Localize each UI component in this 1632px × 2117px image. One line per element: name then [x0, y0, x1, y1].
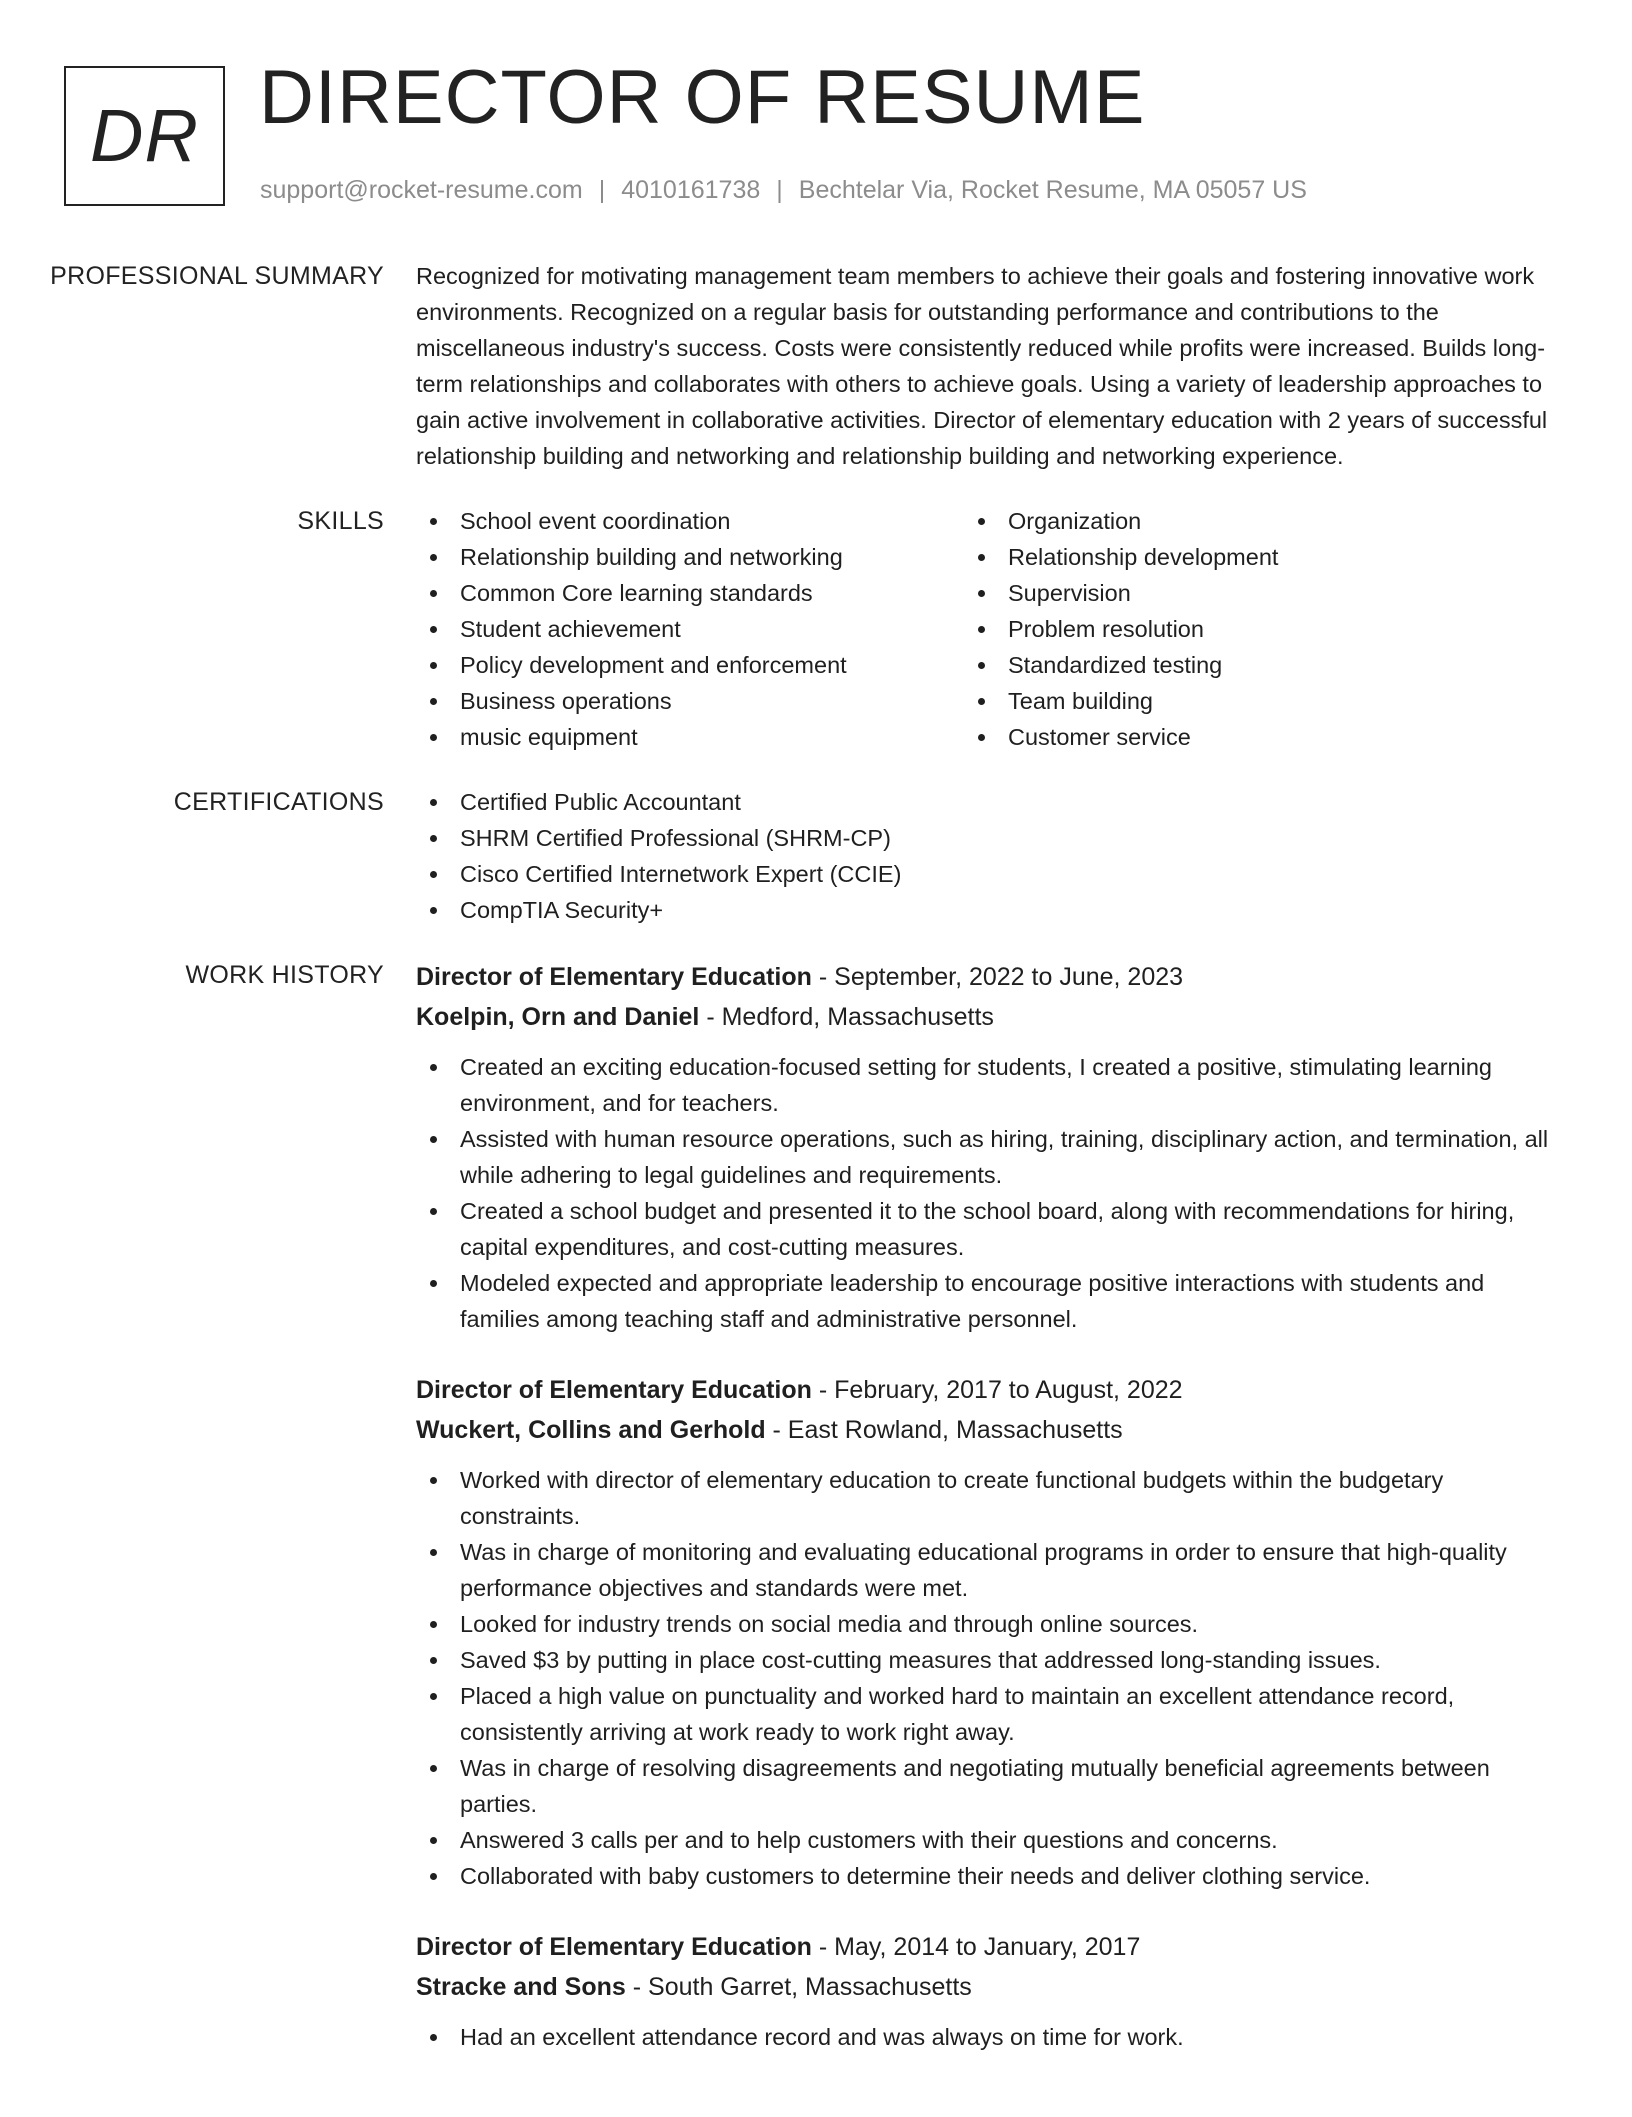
certifications-list	[416, 784, 1560, 928]
skills-column-right	[964, 503, 1512, 755]
job-bullet: Collaborated with baby customers to determine their needs and deliver clothing service.	[416, 1858, 1560, 1894]
skill-item: Policy development and enforcement	[416, 647, 964, 683]
job-bullet: Created an exciting education-focused setting for students, I created a positive, stimulating learning environment, and for teachers.	[416, 1049, 1560, 1121]
contact-email: support@rocket-resume.com	[260, 176, 583, 204]
summary-text: Recognized for motivating management team members to achieve their goals and fostering innovative work environments. Recognized on a regular basis for outstanding performance and contributions to the miscellaneous industry's success. Costs were consistently reduced while profits were increased. Builds long-term relationships and collaborates with others to achieve goals. Using a variety of leadership approaches to gain active involvement in collaborative activities. Director of elementary education with 2 years of successful relationship building and networking and relationship building and networking experience.	[416, 263, 1548, 469]
skills-heading: SKILLS	[297, 507, 384, 535]
monogram-initials: DR	[90, 94, 199, 177]
job-bullets	[416, 1049, 1560, 1337]
job-location: - Medford, Massachusetts	[699, 1003, 994, 1031]
job-company: Wuckert, Collins and Gerhold	[416, 1416, 766, 1444]
skill-item: Relationship development	[964, 539, 1512, 575]
job-entry	[416, 1927, 1560, 2055]
skill-item: Standardized testing	[964, 647, 1512, 683]
contact-separator: |	[776, 176, 783, 204]
certification-item: CompTIA Security+	[416, 892, 1560, 928]
job-dates: - May, 2014 to January, 2017	[811, 1933, 1141, 1961]
job-location: - East Rowland, Massachusetts	[765, 1416, 1123, 1444]
job-dates: - February, 2017 to August, 2022	[811, 1376, 1183, 1404]
job-bullets	[416, 2019, 1560, 2055]
contact-line	[260, 174, 1307, 207]
job-bullet: Saved $3 by putting in place cost-cutting measures that addressed long-standing issues.	[416, 1642, 1560, 1678]
resume-body	[0, 258, 1632, 2117]
job-company: Koelpin, Orn and Daniel	[416, 1003, 700, 1031]
work-history-heading: WORK HISTORY	[185, 961, 384, 989]
job-title: Director of Elementary Education	[416, 963, 812, 991]
certification-item: SHRM Certified Professional (SHRM-CP)	[416, 820, 1560, 856]
job-bullet: Created a school budget and presented it to the school board, along with recommendations for hiring, capital expenditures, and cost-cutting measures.	[416, 1193, 1560, 1265]
certifications-content	[416, 784, 1560, 928]
skill-item: Organization	[964, 503, 1512, 539]
skill-item: Student achievement	[416, 611, 964, 647]
summary-heading: PROFESSIONAL SUMMARY	[50, 262, 384, 290]
job-bullet: Modeled expected and appropriate leadership to encourage positive interactions with students and families among teaching staff and administrative personnel.	[416, 1265, 1560, 1337]
certification-item: Certified Public Accountant	[416, 784, 1560, 820]
certification-item: Cisco Certified Internetwork Expert (CCIE)	[416, 856, 1560, 892]
contact-address: Bechtelar Via, Rocket Resume, MA 05057 US	[798, 176, 1307, 204]
job-title: Director of Elementary Education	[416, 1933, 812, 1961]
job-title-line	[416, 957, 1560, 997]
job-company-line	[416, 1967, 1560, 2007]
job-location: - South Garret, Massachusetts	[625, 1973, 972, 2001]
job-entry	[416, 957, 1560, 1337]
skills-column-left	[416, 503, 964, 755]
job-bullet: Answered 3 calls per and to help customers with their questions and concerns.	[416, 1822, 1560, 1858]
resume-name: DIRECTOR OF RESUME	[259, 55, 1146, 140]
skill-item: Supervision	[964, 575, 1512, 611]
job-bullets	[416, 1462, 1560, 1894]
work-history-section	[0, 957, 1632, 2088]
skill-item: Business operations	[416, 683, 964, 719]
job-company-line	[416, 997, 1560, 1037]
job-bullet: Assisted with human resource operations, such as hiring, training, disciplinary action, and termination, all while adhering to legal guidelines and requirements.	[416, 1121, 1560, 1193]
skill-item: Relationship building and networking	[416, 539, 964, 575]
monogram-logo	[64, 66, 225, 206]
job-title-line	[416, 1927, 1560, 1967]
skill-item: Common Core learning standards	[416, 575, 964, 611]
skill-item: Team building	[964, 683, 1512, 719]
summary-content	[416, 258, 1560, 474]
job-title: Director of Elementary Education	[416, 1376, 812, 1404]
certifications-section	[0, 784, 1632, 928]
summary-section	[0, 258, 1632, 474]
job-dates: - September, 2022 to June, 2023	[811, 963, 1184, 991]
contact-phone: 4010161738	[621, 176, 761, 204]
skills-section	[0, 503, 1632, 755]
skill-item: School event coordination	[416, 503, 964, 539]
job-company-line	[416, 1410, 1560, 1450]
job-title-line	[416, 1370, 1560, 1410]
skill-item: music equipment	[416, 719, 964, 755]
job-entry	[416, 1370, 1560, 1894]
skills-content	[416, 503, 1560, 755]
skill-item: Problem resolution	[964, 611, 1512, 647]
skills-grid	[416, 503, 1560, 755]
work-history-content	[416, 957, 1560, 2088]
certifications-heading: CERTIFICATIONS	[173, 788, 384, 816]
job-bullet: Worked with director of elementary education to create functional budgets within the budgetary constraints.	[416, 1462, 1560, 1534]
skill-item: Customer service	[964, 719, 1512, 755]
job-bullet: Was in charge of resolving disagreements and negotiating mutually beneficial agreements between parties.	[416, 1750, 1560, 1822]
job-bullet: Looked for industry trends on social media and through online sources.	[416, 1606, 1560, 1642]
contact-separator: |	[598, 176, 606, 204]
job-bullet: Placed a high value on punctuality and worked hard to maintain an excellent attendance record, consistently arriving at work ready to work right away.	[416, 1678, 1560, 1750]
job-bullet: Was in charge of monitoring and evaluating educational programs in order to ensure that high-quality performance objectives and standards were met.	[416, 1534, 1560, 1606]
job-bullet: Had an excellent attendance record and was always on time for work.	[416, 2019, 1560, 2055]
job-company: Stracke and Sons	[416, 1973, 626, 2001]
